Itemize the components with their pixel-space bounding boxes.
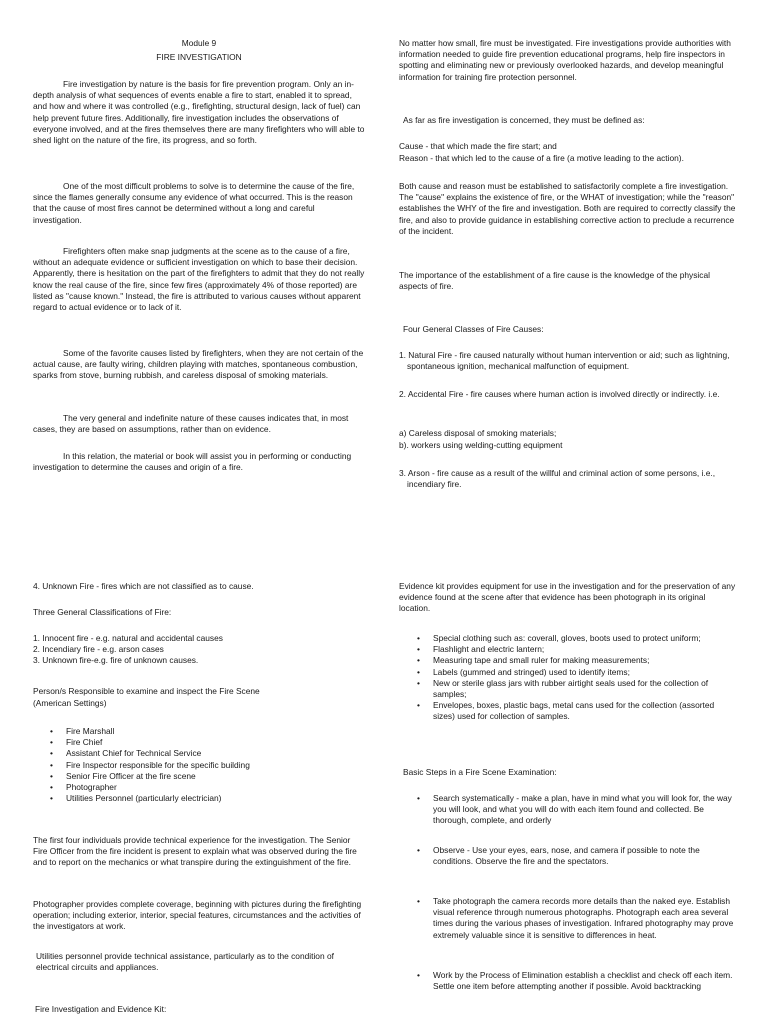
list-item: • Fire Inspector responsible for the specific building bbox=[66, 760, 398, 771]
class-item: 1. Natural Fire - fire caused naturally without human intervention or aid; such as lightning, spontaneous ignition, mechanical malfunction of equipment. bbox=[399, 350, 730, 372]
sub-item: a) Careless disposal of smoking materials; bbox=[399, 428, 557, 438]
list-item: • Observe - Use your eyes, ears, nose, and camera if possible to note the conditions. Observe the fire and the spectators. bbox=[433, 845, 737, 867]
list-item: • Photographer bbox=[66, 782, 398, 793]
list-item: • Special clothing such as: coverall, gloves, boots used to protect uniform; bbox=[433, 633, 737, 644]
list-item: 2. Incendiary fire - e.g. arson cases bbox=[33, 644, 164, 655]
classes-heading: Four General Classes of Fire Causes: bbox=[403, 324, 544, 334]
list-item: • Flashlight and electric lantern; bbox=[433, 644, 737, 655]
classifications-list bbox=[33, 633, 365, 667]
paragraph: Both cause and reason must be established to satisfactorily complete a fire investigation. The "cause" explains the existence of fire, or the WHAT of investigation; while the "reason" establishes the WHY of the fire and investigation. Both are required to correctly classify the fire, and also to provide guidance in establishing corrective action to preclude a recurrence of the incident. bbox=[399, 181, 736, 236]
paragraph: Firefighters often make snap judgments at the scene as to the cause of a fire, without an adequate evidence or sufficient investigation on which to base their decision. Apparently, there is hesitation on the part of the firefighters to admit that they do not really know the real cause of the fire, since few fires (approximately 4% of those reported) are listed as "cause known." Instead, the fire is attributed to various causes without apparent regard to actual evidence or to lack of it. bbox=[33, 246, 365, 313]
sub-item: b). workers using welding-cutting equipment bbox=[399, 440, 563, 450]
steps-list bbox=[433, 793, 737, 992]
paragraph: Some of the favorite causes listed by firefighters, when they are not certain of the actual cause, are faulty wiring, children playing with matches, spontaneous combustion, sparks from stove, burning rubbish, and careless disposal of smoking materials. bbox=[33, 348, 364, 381]
persons-heading: Person/s Responsible to examine and inspect the Fire Scene bbox=[33, 686, 260, 696]
list-item: • New or sterile glass jars with rubber airtight seals used for the collection of samples; bbox=[433, 678, 737, 700]
paragraph: The very general and indefinite nature of these causes indicates that, in most cases, they are based on assumptions, rather than on evidence. bbox=[33, 413, 349, 435]
persons-subheading: (American Settings) bbox=[33, 698, 107, 708]
top-left-column bbox=[33, 38, 365, 488]
paragraph: Fire investigation by nature is the basis for fire prevention program. Only an in-depth analysis of what sequences of events enable a fire to start, enabled it to spread, and how and where it was controlled (e.g., firefighting, structural design, lack of fuel) can help prevent future fires. Additionally, fire investigation includes the observations of everyone involved, and at the fires themselves there are many firefighters who will able to shed light on the nature of the fire, its progress, and so forth. bbox=[33, 79, 365, 146]
persons-list bbox=[66, 726, 398, 804]
list-item: • Take photograph the camera records more details than the naked eye. Establish visual reference through numerous photographs. Photograph each area several times during the various phases of investigation. Infrared photography may prove extremely valuable since it is sensitive to differences in heat. bbox=[433, 896, 737, 941]
paragraph: The first four individuals provide technical experience for the investigation. The Senior Fire Officer from the fire incident is present to explain what was observed during the fire and to report on the mechanics or what transpire during the extinguishment of the fire. bbox=[33, 835, 357, 868]
list-item: • Labels (gummed and stringed) used to identify items; bbox=[433, 667, 737, 678]
kit-heading: Fire Investigation and Evidence Kit: bbox=[35, 1004, 167, 1014]
list-item: • Senior Fire Officer at the fire scene bbox=[66, 771, 398, 782]
list-item: • Search systematically - make a plan, have in mind what you will look for, the way you will look, and what you will do with each item found and collected. Be thorough, complete, and orderly bbox=[433, 793, 737, 827]
paragraph: As far as fire investigation is concerned, they must be defined as: bbox=[403, 115, 645, 125]
paragraph: No matter how small, fire must be investigated. Fire investigations provide authorities with information needed to guide fire prevention educational programs, help fire inspectors in spotting and eliminating new or previously overlooked hazards, and develop meaningful information for training fire protection personnel. bbox=[399, 38, 731, 82]
paragraph: Utilities personnel provide technical assistance, particularly as to the condition of electrical circuits and appliances. bbox=[36, 951, 334, 973]
list-item: • Utilities Personnel (particularly electrician) bbox=[66, 793, 398, 804]
list-item: 1. Innocent fire - e.g. natural and accidental causes bbox=[33, 633, 223, 643]
list-item: • Assistant Chief for Technical Service bbox=[66, 748, 398, 759]
list-item: • Measuring tape and small ruler for making measurements; bbox=[433, 655, 737, 666]
list-item: • Work by the Process of Elimination establish a checklist and check off each item. Settle one item before attempting another if possible. Avoid backtracking bbox=[433, 970, 737, 992]
module-label: Module 9 bbox=[181, 38, 217, 48]
steps-heading: Basic Steps in a Fire Scene Examination: bbox=[403, 767, 557, 777]
paragraph: In this relation, the material or book will assist you in performing or conducting investigation to determine the causes and origin of a fire. bbox=[33, 451, 352, 473]
list-item: 3. Unknown fire-e.g. fire of unknown causes. bbox=[33, 655, 199, 666]
list-item: • Envelopes, boxes, plastic bags, metal cans used for the collection (assorted sizes) used for collection of samples. bbox=[433, 700, 737, 722]
paragraph: Photographer provides complete coverage, beginning with pictures during the firefighting operation; including exterior, interior, special features, circumstances and the activities of the investigators at work. bbox=[33, 899, 362, 932]
top-right-column bbox=[399, 38, 737, 498]
classifications-heading: Three General Classifications of Fire: bbox=[33, 607, 172, 617]
paragraph: One of the most difficult problems to solve is to determine the cause of the fire, since the flames generally consume any evidence of what occurred. This is the reason that the cause of most fires cannot be determined without a long and careful investigation. bbox=[33, 181, 355, 225]
paragraph: Evidence kit provides equipment for use in the investigation and for the preservation of any evidence found at the scene after that evidence has been photograph in its original location. bbox=[399, 581, 736, 614]
list-item: • Fire Marshall bbox=[66, 726, 398, 737]
unknown-fire: 4. Unknown Fire - fires which are not classified as to cause. bbox=[33, 581, 254, 591]
cause-definition: Cause - that which made the fire start; and bbox=[399, 141, 557, 151]
kit-list bbox=[433, 633, 737, 723]
paragraph: The importance of the establishment of a fire cause is the knowledge of the physical aspects of fire. bbox=[399, 270, 710, 292]
bottom-right-column bbox=[399, 581, 737, 1021]
class-item: 3. Arson - fire cause as a result of the willful and criminal action of some persons, i.e., incendiary fire. bbox=[399, 468, 716, 490]
class-item: 2. Accidental Fire - fire causes where human action is involved directly or indirectly. i.e. bbox=[399, 389, 720, 399]
reason-definition: Reason - that which led to the cause of a fire (a motive leading to the action). bbox=[399, 153, 684, 163]
list-item: • Fire Chief bbox=[66, 737, 398, 748]
bottom-left-column bbox=[33, 581, 365, 1021]
page-title: FIRE INVESTIGATION bbox=[156, 52, 242, 62]
